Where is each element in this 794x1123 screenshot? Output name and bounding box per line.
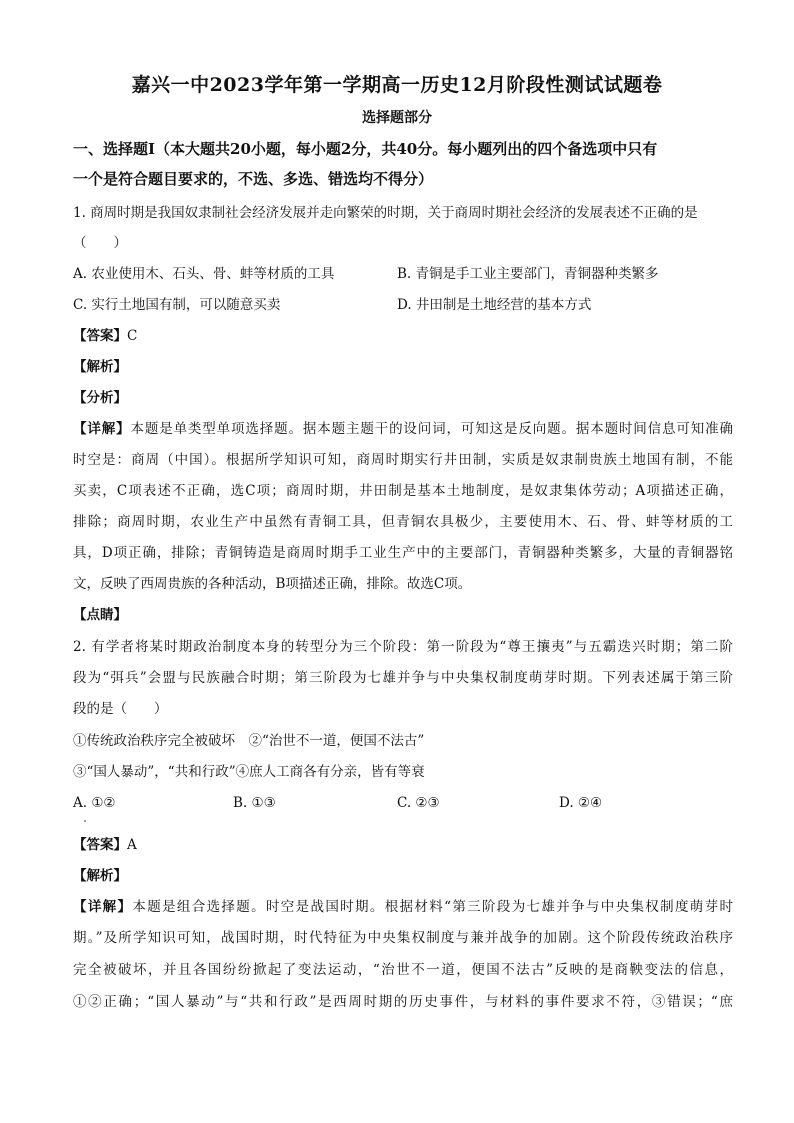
q1-answer-value: C [127, 328, 138, 344]
q2-detail-tag: 【详解】 [73, 899, 133, 915]
q1-jiexi-tag: 【解析】 [73, 359, 127, 375]
q2-answer-value: A [127, 837, 137, 853]
q1-detail-line-3: 买卖，C项表述不正确，选C项；商周时期，井田制是基本土地制度，是奴隶集体劳动；A项描述正确， [73, 483, 733, 499]
q1-stem-line-1: 1. 商周时期是我国奴隶制社会经济发展并走向繁荣的时期，关于商周时期社会经济的发展表述不正确的是 [73, 205, 698, 221]
q2-option-b: B. ①③ [233, 795, 276, 811]
q1-detail-line-2: 时空是：商周（中国）。根据所学知识可知，商周时期实行井田制，实质是奴隶制贵族土地国有制，不能 [73, 452, 733, 468]
q2-option-d: D. ②④ [559, 795, 603, 811]
q1-detail-line-4: 排除；商周时期，农业生产中虽然有青铜工具，但青铜农具极少，主要使用木、石、骨、蚌等材质的工 [73, 514, 733, 530]
section-subtitle: 选择题部分 [362, 110, 432, 126]
q1-option-b: B. 青铜是手工业主要部门，青铜器种类繁多 [397, 266, 659, 282]
q2-stem-line-3: 段的是（ ） [73, 701, 168, 717]
q2-answer-tag: 【答案】 [73, 837, 127, 853]
stray-dot [84, 820, 86, 822]
q1-detail-line-6: 文，反映了西周贵族的各种活动，B项描述正确，排除。故选C项。 [73, 576, 472, 592]
q2-stem-line-2: 段为“弭兵”会盟与民族融合时期；第三阶段为七雄并争与中央集权制度萌芽时期。下列表述属于第三阶 [73, 670, 733, 686]
q1-detail-line-1 [73, 420, 733, 438]
q2-detail-line-1 [73, 898, 733, 916]
q2-answer [73, 836, 733, 854]
q2-jiexi-tag: 【解析】 [73, 868, 127, 884]
q1-answer-tag: 【答案】 [73, 328, 127, 344]
q2-detail-text-1: 本题是组合选择题。时空是战国时期。根据材料“第三阶段为七雄并争与中央集权制度萌芽时 [132, 899, 733, 915]
section-heading-line-2: 一个是符合题目要求的，不选、多选、错选均不得分） [73, 170, 434, 188]
q2-statement-line-2: ③“国人暴动”，“共和行政”④庶人工商各有分亲，皆有等衰 [73, 764, 425, 780]
q2-stem-line-1: 2. 有学者将某时期政治制度本身的转型分为三个阶段：第一阶段为“尊王攘夷”与五霸迭兴时期；第二阶 [73, 639, 733, 655]
section-heading-line-1: 一、选择题Ⅰ（本大题共20小题，每小题2分，共40分。每小题列出的四个备选项中只有 [73, 140, 658, 158]
q2-detail-line-3: 完全被破坏，并且各国纷纷掀起了变法运动，“治世不一道，便国不法古”反映的是商鞅变法的信息， [73, 962, 733, 978]
q1-option-d: D. 井田制是土地经营的基本方式 [397, 297, 592, 313]
q1-dianjing-tag: 【点睛】 [73, 607, 127, 623]
q1-answer [73, 327, 733, 345]
q2-detail-line-2: 期。”及所学知识可知，战国时期，时代特征为中央集权制度与兼并战争的加剧。这个阶段传统政治秩序 [73, 930, 733, 946]
q1-option-a: A. 农业使用木、石头、骨、蚌等材质的工具 [73, 266, 335, 282]
q1-option-c: C. 实行土地国有制，可以随意买卖 [73, 297, 281, 313]
q1-detail-text-1: 本题是单类型单项选择题。据本题主题干的设问词，可知这是反向题。据本题时间信息可知准确 [130, 421, 734, 437]
q2-statement-line-1: ①传统政治秩序完全被破坏 ②“治世不一道，便国不法古” [73, 733, 425, 749]
q1-fenxi-tag: 【分析】 [73, 390, 127, 406]
q2-option-a: A. ①② [73, 795, 116, 811]
q2-detail-line-4: ①②正确；“国人暴动”与“共和行政”是西周时期的历史事件，与材料的事件要求不符，③错误；“庶 [73, 994, 733, 1010]
q1-stem-line-2: （ ） [73, 235, 127, 251]
q1-detail-tag: 【详解】 [73, 421, 131, 437]
q2-option-c: C. ②③ [397, 795, 440, 811]
page-title: 嘉兴一中2023学年第一学期高一历史12月阶段性测试试题卷 [131, 74, 663, 96]
q1-detail-line-5: 具，D项正确，排除；青铜铸造是商周时期手工业生产中的主要部门，青铜器种类繁多，大量的青铜器铭 [73, 545, 733, 561]
